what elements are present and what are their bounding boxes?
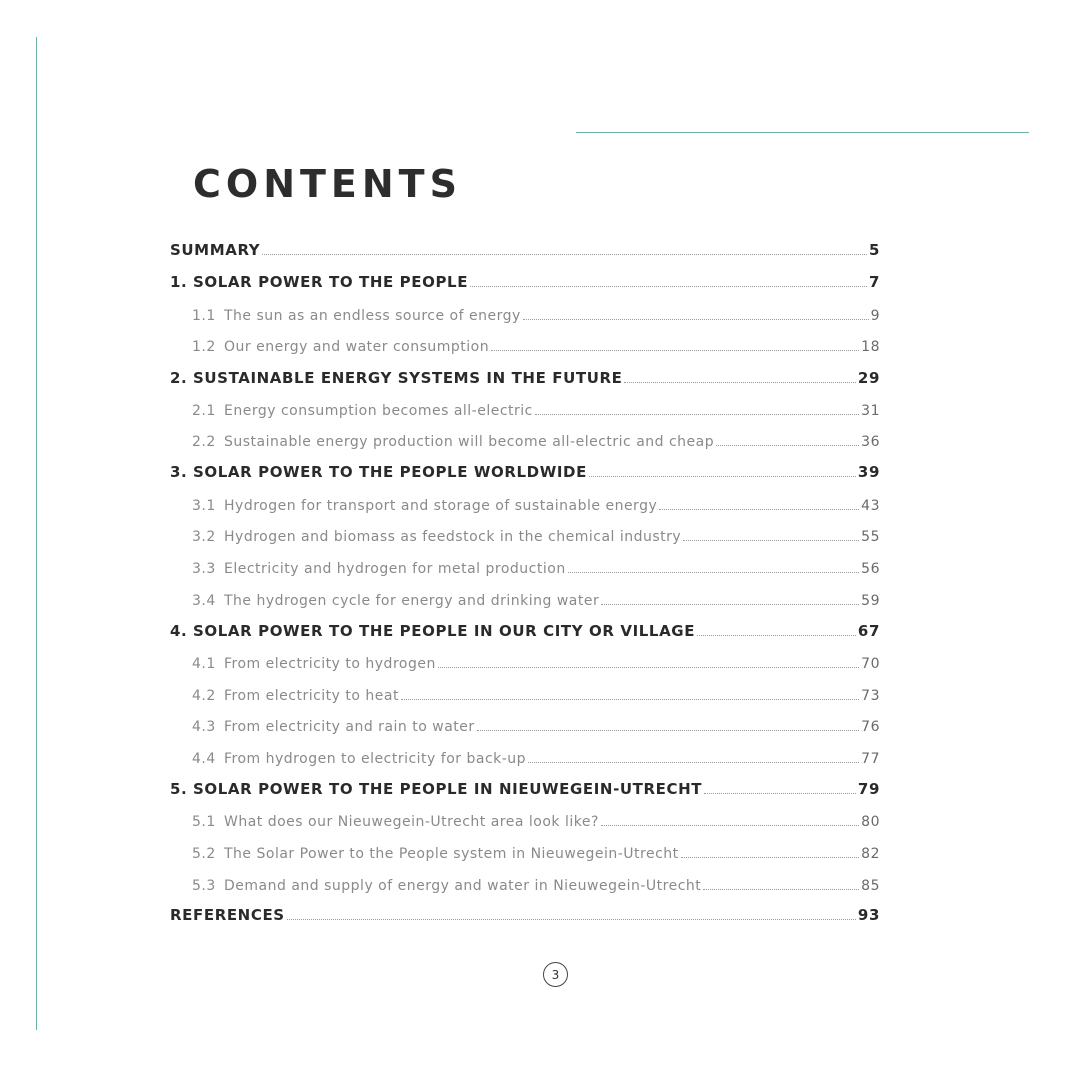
toc-entry-page: 82 (861, 846, 880, 862)
toc-entry-title: From electricity to hydrogen (224, 656, 436, 672)
toc-subsection-entry[interactable] (192, 650, 880, 672)
dot-leader (470, 286, 867, 287)
dot-leader (659, 509, 859, 510)
toc-entry-page: 5 (868, 241, 880, 259)
dot-leader (477, 730, 860, 731)
toc-section-entry[interactable] (170, 269, 880, 291)
toc-entry-page: 59 (861, 593, 880, 609)
toc-subsection-entry[interactable] (192, 682, 880, 704)
dot-leader (523, 319, 869, 320)
toc-entry-number: 2.1 (192, 403, 216, 419)
toc-entry-title: From electricity to heat (224, 688, 399, 704)
toc-entry-number: 3.4 (192, 593, 216, 609)
dot-leader (683, 540, 859, 541)
toc-entry-page: 76 (861, 719, 880, 735)
toc-entry-number: 4. (170, 622, 188, 640)
toc-section-entry[interactable] (170, 365, 880, 387)
toc-subsection-entry[interactable] (192, 428, 880, 450)
dot-leader (401, 699, 859, 700)
toc-entry-page: 39 (857, 463, 880, 481)
toc-entry-page: 29 (857, 369, 880, 387)
toc-entry-title: Energy consumption becomes all-electric (224, 403, 533, 419)
dot-leader (438, 667, 859, 668)
toc-entry-number: 1. (170, 273, 188, 291)
toc-entry-title: The sun as an endless source of energy (224, 308, 521, 324)
toc-entry-number: 2.2 (192, 434, 216, 450)
toc-entry-number: 5.1 (192, 814, 216, 830)
toc-entry-number: 3.2 (192, 529, 216, 545)
dot-leader (528, 762, 859, 763)
toc-entry-page: 80 (861, 814, 880, 830)
toc-entry-title: SOLAR POWER TO THE PEOPLE (193, 273, 469, 291)
toc-entry-number: 4.2 (192, 688, 216, 704)
toc-section-entry[interactable] (170, 902, 880, 924)
toc-entry-title: Hydrogen for transport and storage of sustainable energy (224, 498, 658, 514)
toc-section-entry[interactable] (170, 237, 880, 259)
toc-entry-page: 31 (861, 403, 880, 419)
dot-leader (287, 919, 856, 920)
toc-entry-page: 73 (861, 688, 880, 704)
dot-leader (624, 382, 855, 383)
toc-entry-page: 93 (857, 906, 880, 924)
toc-subsection-entry[interactable] (192, 808, 880, 830)
dot-leader (568, 572, 859, 573)
toc-subsection-entry[interactable] (192, 492, 880, 514)
toc-entry-page: 36 (861, 434, 880, 450)
dot-leader (535, 414, 859, 415)
dot-leader (601, 825, 859, 826)
toc-subsection-entry[interactable] (192, 745, 880, 767)
dot-leader (697, 635, 856, 636)
toc-entry-number: 3.3 (192, 561, 216, 577)
toc-section-entry[interactable] (170, 459, 880, 481)
toc-entry-number: 5. (170, 780, 188, 798)
dot-leader (681, 857, 860, 858)
toc-entry-page: 85 (861, 878, 880, 894)
toc-subsection-entry[interactable] (192, 587, 880, 609)
toc-subsection-entry[interactable] (192, 713, 880, 735)
toc-subsection-entry[interactable] (192, 840, 880, 862)
toc-subsection-entry[interactable] (192, 872, 880, 894)
toc-entry-number: 4.1 (192, 656, 216, 672)
page-number-badge: 3 (543, 962, 568, 987)
toc-entry-title: Demand and supply of energy and water in Nieuwegein-Utrecht (224, 878, 702, 894)
toc-entry-title: Sustainable energy production will become all-electric and cheap (224, 434, 715, 450)
toc-entry-title: REFERENCES (170, 906, 285, 924)
dot-leader (262, 254, 867, 255)
toc-entry-title: From hydrogen to electricity for back-up (224, 751, 527, 767)
toc-entry-number: 1.1 (192, 308, 216, 324)
dot-leader (601, 604, 859, 605)
toc-entry-title: What does our Nieuwegein-Utrecht area look like? (224, 814, 599, 830)
toc-entry-title: Electricity and hydrogen for metal production (224, 561, 566, 577)
toc-entry-page: 70 (861, 656, 880, 672)
toc-entry-number: 4.4 (192, 751, 216, 767)
toc-entry-title: The hydrogen cycle for energy and drinking water (224, 593, 600, 609)
toc-entry-number: 5.3 (192, 878, 216, 894)
dot-leader (704, 793, 856, 794)
toc-entry-number: 3. (170, 463, 188, 481)
toc-entry-page: 7 (868, 273, 880, 291)
toc-entry-title: Hydrogen and biomass as feedstock in the chemical industry (224, 529, 682, 545)
toc-subsection-entry[interactable] (192, 302, 880, 324)
toc-entry-page: 56 (861, 561, 880, 577)
toc-subsection-entry[interactable] (192, 397, 880, 419)
toc-entry-number: 5.2 (192, 846, 216, 862)
toc-entry-title: The Solar Power to the People system in Nieuwegein-Utrecht (224, 846, 679, 862)
toc-subsection-entry[interactable] (192, 523, 880, 545)
toc-subsection-entry[interactable] (192, 555, 880, 577)
toc-entry-page: 55 (861, 529, 880, 545)
toc-entry-title: SOLAR POWER TO THE PEOPLE WORLDWIDE (193, 463, 587, 481)
toc-entry-page: 18 (861, 339, 880, 355)
toc-entry-page: 79 (857, 780, 880, 798)
toc-entry-page: 77 (861, 751, 880, 767)
dot-leader (589, 476, 856, 477)
dot-leader (716, 445, 859, 446)
toc-section-entry[interactable] (170, 618, 880, 640)
dot-leader (491, 350, 859, 351)
toc-entry-title: SOLAR POWER TO THE PEOPLE IN NIEUWEGEIN-UTRECHT (193, 780, 703, 798)
toc-entry-title: SOLAR POWER TO THE PEOPLE IN OUR CITY OR VILLAGE (193, 622, 696, 640)
toc-entry-number: 1.2 (192, 339, 216, 355)
toc-entry-title: Our energy and water consumption (224, 339, 490, 355)
toc-entry-page: 43 (861, 498, 880, 514)
toc-section-entry[interactable] (170, 776, 880, 798)
toc-entry-page: 9 (870, 308, 880, 324)
toc-entry-title: From electricity and rain to water (224, 719, 475, 735)
toc-entry-title: SUMMARY (170, 241, 261, 259)
toc-entry-number: 3.1 (192, 498, 216, 514)
toc-entry-title: SUSTAINABLE ENERGY SYSTEMS IN THE FUTURE (193, 369, 623, 387)
toc-entry-number: 2. (170, 369, 188, 387)
toc-entry-page: 67 (857, 622, 880, 640)
toc-entry-number: 4.3 (192, 719, 216, 735)
dot-leader (703, 889, 859, 890)
page-title: CONTENTS (193, 162, 462, 206)
toc-subsection-entry[interactable] (192, 333, 880, 355)
